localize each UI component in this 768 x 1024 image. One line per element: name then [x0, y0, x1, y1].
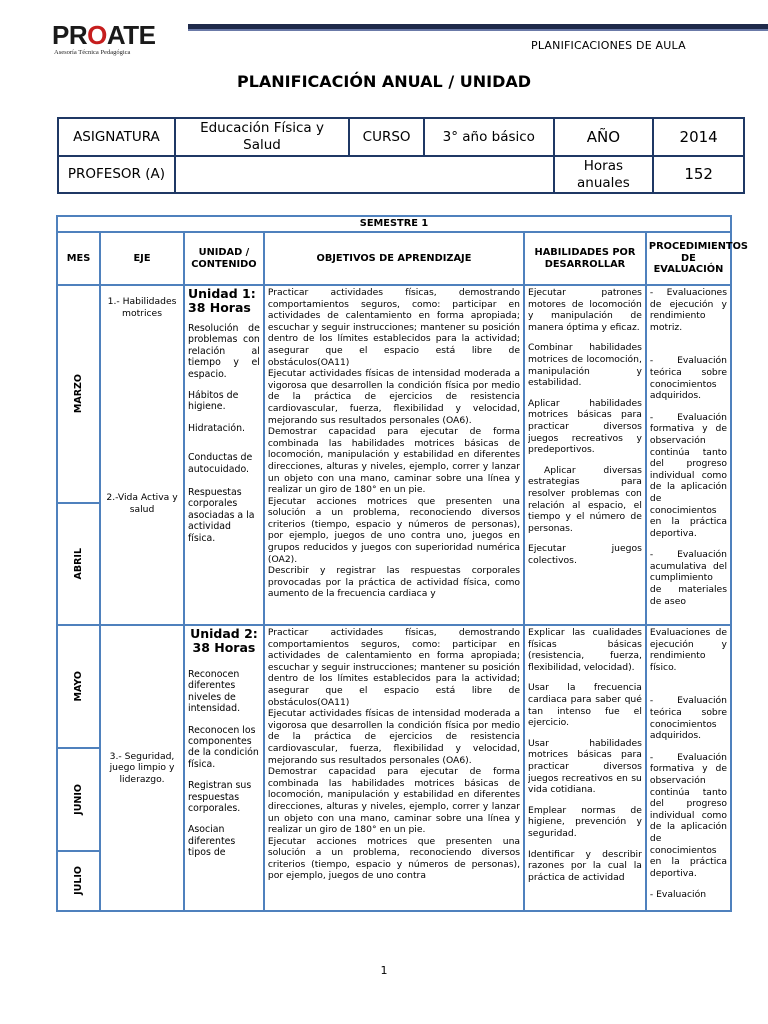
col-habilidades: HABILIDADES POR DESARROLLAR	[524, 232, 646, 285]
unit2-title: Unidad 2: 38 Horas	[190, 627, 258, 655]
anio-label: AÑO	[554, 118, 654, 156]
unit1-content-item: Respuestas corporales asociadas a la actividad física.	[188, 487, 255, 544]
unit2-evaluation: Evaluaciones de ejecución y rendimiento físico.	[649, 627, 727, 673]
unit2-objective: Demostrar capacidad para ejecutar de forma combinada las habilidades motrices básicas de locomoción, manipulación y estabilidad en diferentes direcciones, alturas y niveles, ejemplo, correr y lanzar un objeto con una mano, caminar sobre una línea y realizar un giro de 180° en un pie.	[267, 766, 521, 836]
header-rule-accent	[188, 29, 768, 31]
unit1-title: Unidad 1: 38 Horas	[188, 287, 256, 315]
unit2-evaluation: - Evaluación	[649, 889, 707, 901]
unit2-content-item: Reconocen diferentes niveles de intensidad.	[188, 669, 241, 715]
unit2-objective: Practicar actividades físicas, demostrando comportamientos seguros, como: participar en actividades de calentamiento en forma apropiada; escuchar y seguir instrucciones; mantener su posición dentro de los límites establecidos para la actividad; asegurar que el espacio está libre de obstáculos(OA11)	[267, 627, 521, 708]
unit2-content-item: Asocian diferentes tipos de	[188, 824, 236, 859]
unit1-skill: Ejecutar juegos colectivos.	[528, 543, 642, 566]
unit1-content-cell	[184, 285, 264, 625]
eje-2: 2.-Vida Activa y salud	[106, 492, 178, 515]
planning-table	[56, 215, 748, 912]
unit2-skill: Emplear normas de higiene, prevención y seguridad.	[528, 804, 642, 839]
profesor-label: PROFESOR (A)	[58, 156, 175, 193]
unit2-skill: Usar la frecuencia cardiaca para saber qué tan intenso fue el ejercicio.	[528, 682, 642, 729]
proate-logo	[52, 22, 177, 62]
eje-3: 3.- Seguridad, juego limpio y liderazgo.	[109, 750, 175, 785]
unit1-objective: Ejecutar acciones motrices que presenten una solución a un problema, reconociendo diversos criterios (tiempo, espacio y números de personas), por ejemplo, juegos de uno contra uno, juegos en grupos reducidos y juegos con superioridad numérica (OA2).	[267, 495, 521, 565]
month-marzo: MARZO	[72, 374, 84, 414]
unit1-objective: Practicar actividades físicas, demostrando comportamientos seguros, como: participar en actividades de calentamiento en forma apropiada; escuchar y seguir instrucciones; mantener su posición dentro de los límites establecidos para la actividad; asegurar que el espacio está libre de obstáculos(OA11)	[267, 287, 521, 368]
unit1-objective: Describir y registrar las respuestas corporales provocadas por la práctica de actividad física, como aumento de la frecuencia cardiaca y	[267, 565, 521, 600]
unit1-objectives-cell	[264, 285, 524, 625]
unit1-skill: Combinar habilidades motrices de locomoción, manipulación y estabilidad.	[528, 342, 642, 389]
unit2-objectives-cell	[264, 625, 524, 911]
eje-1: 1.- Habilidades motrices	[107, 296, 177, 319]
month-cell-mayo	[57, 625, 100, 748]
unit2-evaluation: - Evaluación teórica sobre conocimientos adquiridos.	[649, 695, 727, 742]
unit1-evaluation: - Evaluación teórica sobre conocimientos adquiridos.	[649, 355, 727, 402]
unit1-skill: Ejecutar patrones motores de locomoción y manipulación de manera óptima y eficaz.	[528, 287, 642, 333]
month-cell-abril	[57, 503, 100, 625]
unit2-content-item: Registran sus respuestas corporales.	[188, 780, 252, 815]
unit2-evaluation: - Evaluación formativa y de observación continúa tanto del progreso individual como de la aplicación de conocimientos en la práctica deportiva.	[649, 751, 727, 879]
unit2-objective: Ejecutar actividades físicas de intensidad moderada a vigorosa que desarrollen la condición física por medio de la práctica de ejercicios de resistencia cardiovascular, fuerza, flexibilidad y velocidad, mejorando sus resultados personales (OA6).	[267, 708, 521, 766]
month-cell-julio	[57, 851, 100, 911]
unit1-content-item: Conductas de autocuidado.	[188, 452, 253, 475]
unit2-skills-cell	[524, 625, 646, 911]
eje-cell-1	[100, 285, 184, 625]
unit1-evaluation: - Evaluación formativa y de observación continúa tanto del progreso individual como de la aplicación de conocimientos en la práctica deportiva.	[649, 411, 727, 539]
curso-value: 3° año básico	[424, 118, 553, 156]
unit1-objective: Demostrar capacidad para ejecutar de forma combinada las habilidades motrices básicas de locomoción, manipulación y estabilidad en diferentes direcciones, alturas y niveles, ejemplo, correr y lanzar un objeto con una mano, caminar sobre una línea y realizar un giro de 180° en un pie.	[267, 426, 521, 496]
unit2-content-cell	[184, 625, 264, 911]
month-junio: JUNIO	[72, 783, 84, 815]
unit1-skills-cell	[524, 285, 646, 625]
unit1-skill: Aplicar habilidades motrices básicas para practicar diversos juegos recreativos y predeportivos.	[528, 397, 642, 456]
month-cell-junio	[57, 748, 100, 851]
unit2-evaluation-cell	[646, 625, 731, 911]
col-procedimientos: PROCEDIMIENTOS DE EVALUACIÓN	[646, 232, 731, 285]
unit2-skill: Usar habilidades motrices básicas para practicar diversos juegos recreativos en su vida cotidiana.	[528, 737, 642, 796]
semester-header: SEMESTRE 1	[57, 216, 731, 232]
month-abril: ABRIL	[72, 548, 84, 580]
logo-subtitle: Asesoría Técnica Pedagógica	[54, 49, 131, 56]
page-number: 1	[380, 964, 388, 977]
col-unidad: UNIDAD / CONTENIDO	[184, 232, 264, 285]
month-julio: JULIO	[72, 866, 84, 896]
curso-label: CURSO	[349, 118, 424, 156]
profesor-value	[175, 156, 554, 193]
col-objetivos: OBJETIVOS DE APRENDIZAJE	[264, 232, 524, 285]
eje-cell-3	[100, 625, 184, 911]
col-mes: MES	[57, 232, 100, 285]
info-table	[57, 117, 745, 194]
unit2-skill: Explicar las cualidades físicas básicas (resistencia, fuerza, flexibilidad, velocidad).	[528, 627, 642, 673]
horas-value: 152	[653, 156, 744, 193]
logo-text: PROATE	[52, 20, 156, 50]
asignatura-value: Educación Física y Salud	[175, 118, 349, 156]
col-eje: EJE	[100, 232, 184, 285]
unit1-content-item: Hábitos de higiene.	[188, 390, 239, 413]
unit1-evaluation-cell	[646, 285, 731, 625]
unit2-objective: Ejecutar acciones motrices que presenten una solución a un problema, reconociendo diversos criterios (tiempo, espacio y números de personas), por ejemplo, juegos de uno contra	[267, 835, 521, 882]
unit1-content-item: Resolución de problemas con relación al tiempo y el espacio.	[188, 323, 260, 380]
unit2-content-item: Reconocen los componentes de la condición física.	[188, 724, 259, 770]
unit1-evaluation: - Evaluaciones de ejecución y rendimiento motriz.	[649, 287, 727, 333]
unit1-objective: Ejecutar actividades físicas de intensidad moderada a vigorosa que desarrollen la condición física por medio de la práctica de ejercicios de resistencia cardiovascular, fuerza, flexibilidad y velocidad, mejorando sus resultados personales (OA6).	[267, 368, 521, 426]
horas-label: Horas anuales	[554, 156, 654, 193]
month-cell-marzo	[57, 285, 100, 503]
section-label: PLANIFICACIONES DE AULA	[531, 39, 686, 52]
page-title: PLANIFICACIÓN ANUAL / UNIDAD	[236, 72, 532, 91]
anio-value: 2014	[653, 118, 744, 156]
unit2-skill: Identificar y describir razones por la cual la práctica de actividad	[528, 848, 642, 883]
month-mayo: MAYO	[72, 671, 84, 702]
unit1-evaluation: - Evaluación acumulativa del cumplimiento de materiales de aseo	[649, 549, 727, 607]
unit1-content-item: Hidratación.	[188, 422, 246, 434]
asignatura-label: ASIGNATURA	[58, 118, 175, 156]
unit1-skill: Aplicar diversas estrategias para resolver problemas con relación al espacio, el tiempo y el número de personas.	[528, 464, 642, 534]
